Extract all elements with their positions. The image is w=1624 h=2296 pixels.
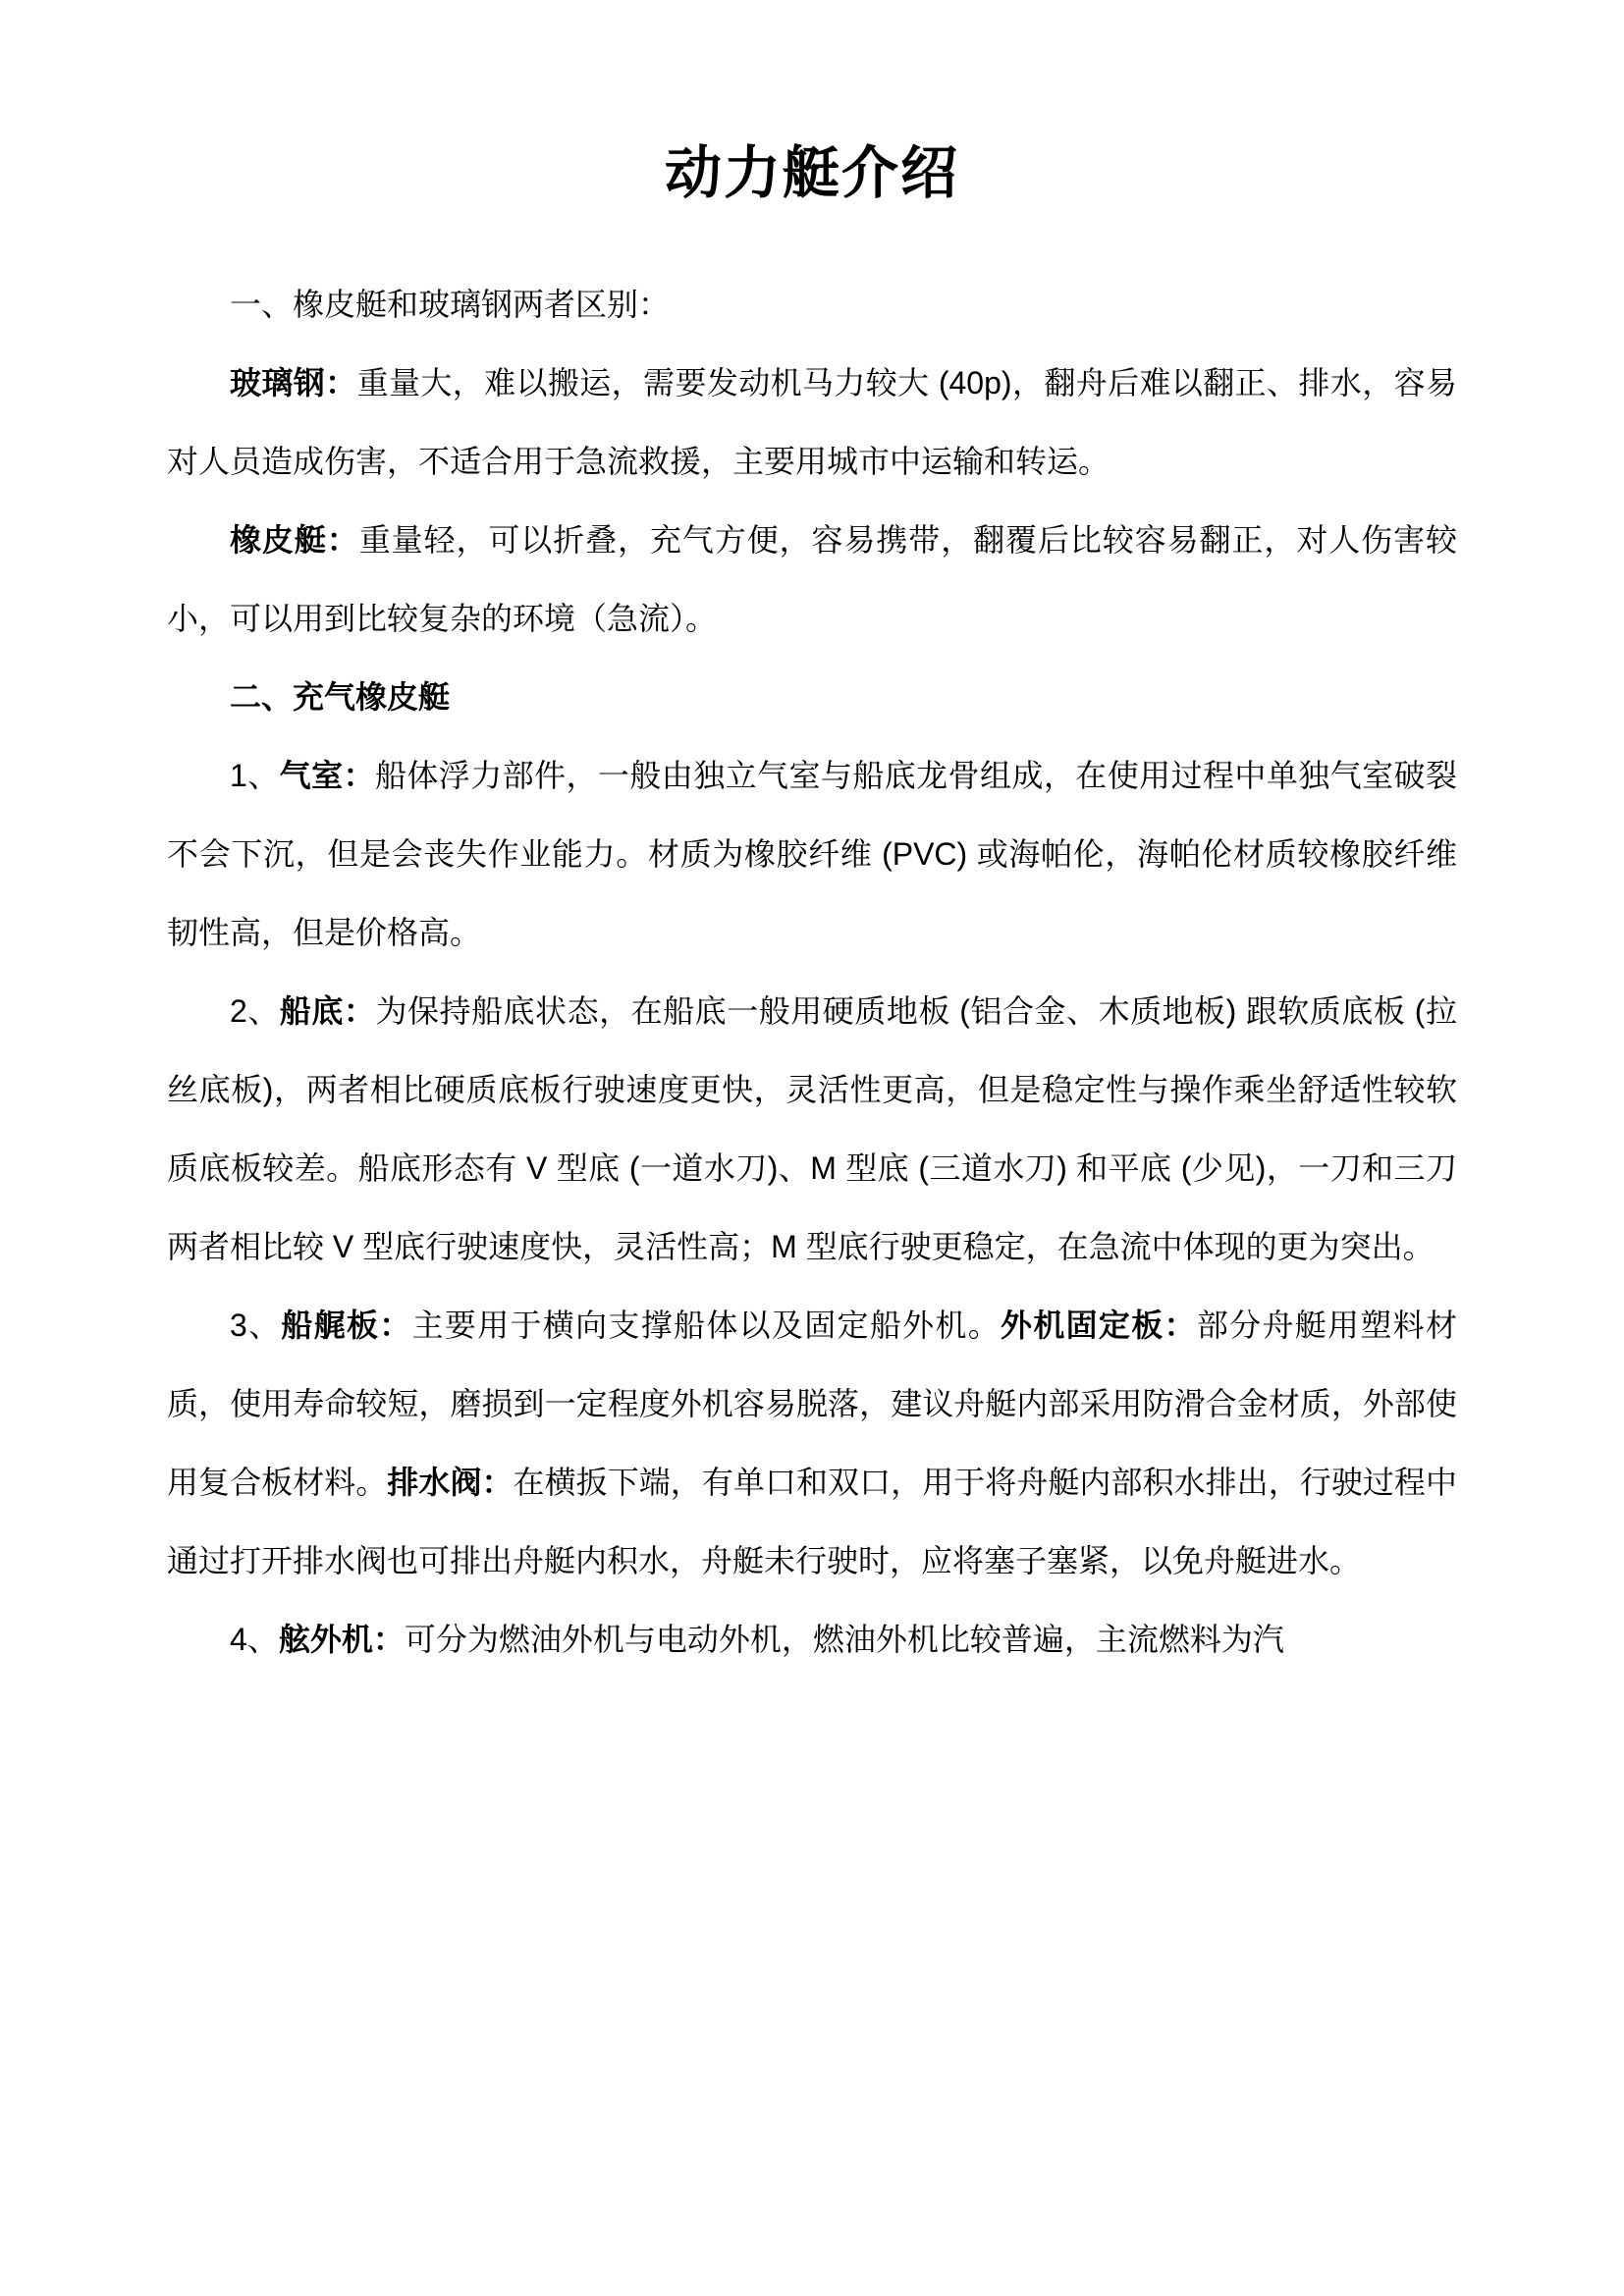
bold-run: 船艉板： [281,1307,412,1343]
text-run: 4、 [230,1621,279,1657]
text-run: 2、 [230,992,280,1029]
text-run: 在横扳下端，有单口和双口，用于将舟艇内部积水排出，行驶过程中通过打开排水阀也可排出舟艇内积水，舟艇未行驶时，应将塞子塞紧，以免舟艇进水。 [167,1464,1457,1578]
paragraph [167,344,1457,501]
text-run: 重量轻，可以折叠，充气方便，容易携带，翻覆后比较容易翻正，对人伤害较小，可以用到比较复杂的环境（急流）。 [167,521,1457,636]
paragraph [167,658,1457,736]
text-run: 船体浮力部件，一般由独立气室与船底龙骨组成，在使用过程中单独气室破裂不会下沉，但是会丧失作业能力。材质为橡胶纤维 (PVC) 或海帕伦，海帕伦材质较橡胶纤维韧性高，但是价格高。 [167,757,1457,950]
paragraph [167,1600,1457,1679]
bold-run: 橡皮艇： [230,521,359,558]
text-run: 部分舟艇用塑料材质，使用寿命较短，磨损到一定程度外机容易脱落，建议舟艇内部采用防滑合金材质，外部使用复合板材料。 [167,1307,1457,1500]
paragraph [167,1286,1457,1600]
page-title: 动力艇介绍 [664,139,959,206]
bold-run: 外机固定板： [1001,1307,1197,1343]
text-run: 主要用于横向支撑船体以及固定船外机。 [411,1307,1001,1343]
paragraph [167,501,1457,658]
text-run: 1、 [230,757,280,793]
bold-run: 舷外机： [278,1621,405,1657]
text-run: 重量大，难以搬运，需要发动机马力较大 (40p)，翻舟后难以翻正、排水，容易对人员造成伤害，不适合用于急流救援，主要用城市中运输和转运。 [167,364,1457,479]
bold-run: 玻璃钢： [230,364,357,400]
text-run: 可分为燃油外机与电动外机，燃油外机比较普遍，主流燃料为汽 [404,1621,1284,1657]
bold-run: 船底： [279,992,376,1029]
document-body [167,265,1457,1679]
bold-run: 气室： [279,757,375,793]
bold-run: 排水阀： [387,1464,514,1500]
text-run: 为保持船底状态，在船底一般用硬质地板 (铝合金、木质地板) 跟软质底板 (拉丝底板)，两者相比硬质底板行驶速度更快，灵活性更高，但是稳定性与操作乘坐舒适性较软质底板较差。船底形态有 V 型底 (一道水刀)、M 型底 (三道水刀) 和平底 (少见)，一刀和三刀两者相比较 V 型底行驶速度快，灵活性高；M 型底行驶更稳定，在急流中体现的更为突出。 [167,992,1457,1264]
paragraph [167,736,1457,972]
paragraph [167,265,1457,344]
bold-run: 二、充气橡皮艇 [230,678,451,715]
text-run: 一、橡皮艇和玻璃钢两者区别： [230,286,671,322]
paragraph [167,972,1457,1286]
text-run: 3、 [230,1307,282,1343]
